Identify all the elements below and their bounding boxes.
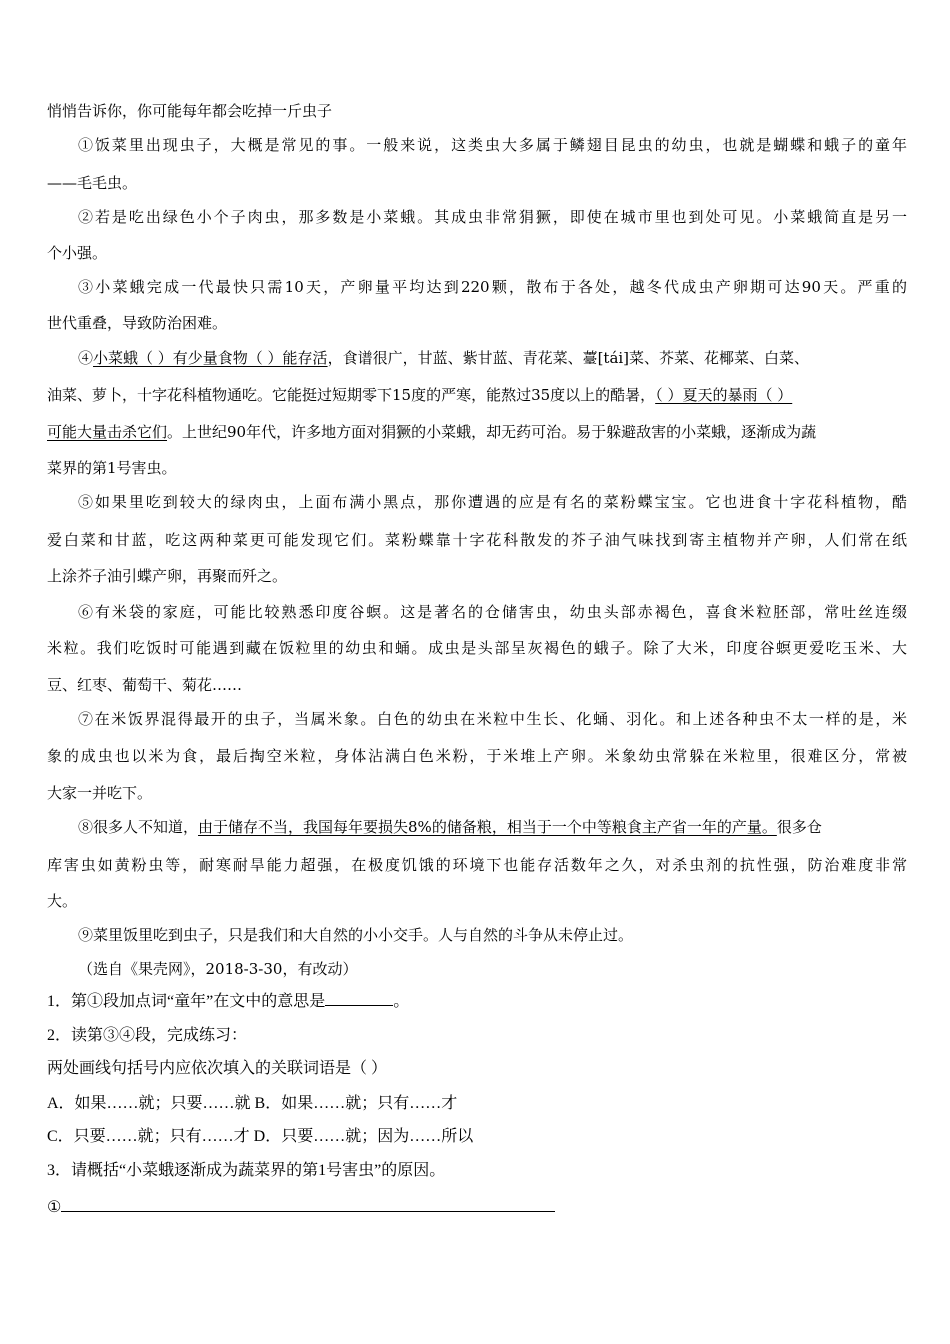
question-1-text: 1．第①段加点词“童年”在文中的意思是 [47,993,326,1010]
paragraph-3-line-1: ③小菜蛾完成一代最快只需10天，产卵量平均达到220颗，散布于各处，越冬代成虫产卵期可达90天。严重的 [78,278,907,296]
paragraph-8-line-1-end: 很多仓 [776,818,822,836]
paragraph-3-line-2: 世代重叠，导致防治困难。 [47,314,228,332]
question-1-end: 。 [393,993,410,1010]
underlined-sentence-2-part-2: 可能大量击杀它们 [47,423,168,441]
question-2-options-ab: A．如果……就；只要……就 B．如果……就；只有……才 [47,1095,458,1112]
paragraph-5-line-3: 上涂芥子油引蝶产卵，再聚而歼之。 [47,567,288,585]
paragraph-4-line-1 [78,348,907,368]
paragraph-4-line-2 [47,385,907,405]
underlined-sentence-1: 小菜蛾（ ）有少量食物（ ）能存活 [93,349,328,367]
question-2-options-cd: C．只要……就；只有……才 D．只要……就；因为……所以 [47,1128,474,1145]
paragraph-4-line-2-text: 油菜、萝卜，十字花科植物通吃。它能挺过短期零下15度的严寒，能熬过35度以上的酷暑， [47,386,656,404]
paragraph-4-number: ④ [78,349,94,367]
article-title: 悄悄告诉你，你可能每年都会吃掉一斤虫子 [47,102,333,120]
paragraph-7-line-2: 象的成虫也以米为食，最后掏空米粒，身体沾满白色米粉，于米堆上产卵。米象幼虫常躲在米粒里，很难区分，常被 [47,747,907,765]
paragraph-4-line-4: 菜界的第1号害虫。 [47,459,177,477]
paragraph-2-line-2: 个小强。 [47,244,108,262]
paragraph-7-line-3: 大家一并吃下。 [47,784,153,802]
paragraph-8-line-2: 库害虫如黄粉虫等，耐寒耐旱能力超强，在极度饥饿的环境下也能存活数年之久，对杀虫剂的抗性强，防治难度非常 [47,856,907,874]
question-2-prompt: 两处画线句括号内应依次填入的关联词语是（ ） [47,1060,388,1077]
paragraph-6-line-2: 米粒。我们吃饭时可能遇到藏在饭粒里的幼虫和蛹。成虫是头部呈灰褐色的蛾子。除了大米，印度谷螟更爱吃玉米、大 [47,639,907,657]
paragraph-5-line-2: 爱白菜和甘蓝，吃这两种菜更可能发现它们。菜粉蝶靠十字花科散发的芥子油气味找到寄主植物并产卵，人们常在纸 [47,531,907,549]
paragraph-1-line-2: ——毛毛虫。 [47,174,138,192]
question-3-answer-blank[interactable] [61,1195,555,1212]
paragraph-5-line-1: ⑤如果里吃到较大的绿肉虫，上面布满小黑点，那你遭遇的应是有名的菜粉蝶宝宝。它也进食十字花科植物，酷 [78,493,907,511]
paragraph-8-line-3: 大。 [47,892,78,910]
answer-marker: ① [47,1199,62,1216]
paragraph-6-line-1: ⑥有米袋的家庭，可能比较熟悉印度谷螟。这是著名的仓储害虫，幼虫头部赤褐色，喜食米粒胚部，常吐丝连缀 [78,603,907,621]
question-3-answer-line [47,1195,907,1218]
paragraph-4-line-3 [47,422,907,442]
paragraph-4-line-1-rest: ，食谱很广，甘蓝、紫甘蓝、青花菜、薹[tái]菜、芥菜、花椰菜、白菜、 [327,349,810,367]
underlined-sentence-3: 由于储存不当，我国每年要损失8%的储备粮，相当于一个中等粮食主产省一年的产量。 [198,818,777,836]
paragraph-6-line-3: 豆、红枣、葡萄干、菊花…… [47,676,243,694]
paragraph-1-line-1: ①饭菜里出现虫子，大概是常见的事。一般来说，这类虫大多属于鳞翅目昆虫的幼虫，也就是蝴蝶和蛾子的童年 [78,136,907,154]
question-1-answer-blank[interactable] [325,991,393,1006]
paragraph-8-line-1 [78,817,907,837]
article-source: （选自《果壳网》，2018-3-30，有改动） [78,960,358,978]
paragraph-8-line-1-start: ⑧很多人不知道， [78,818,199,836]
question-1 [47,991,907,1012]
paragraph-4-line-3-rest: 。上世纪90年代，许多地方面对狷獗的小菜蛾，却无药可治。易于躲避敌害的小菜蛾，逐渐成为蔬 [167,423,817,441]
paragraph-9: ⑨菜里饭里吃到虫子，只是我们和大自然的小小交手。人与自然的斗争从未停止过。 [78,926,634,944]
paragraph-2-line-1: ②若是吃出绿色小个子肉虫，那多数是小菜蛾。其成虫非常狷獗，即使在城市里也到处可见。小菜蛾简直是另一 [78,208,907,226]
underlined-sentence-2-part-1: （ ）夏天的暴雨（ ） [655,386,793,404]
question-3: 3．请概括“小菜蛾逐渐成为蔬菜界的第1号害虫”的原因。 [47,1162,446,1179]
question-2: 2．读第③④段，完成练习： [47,1027,248,1044]
paragraph-7-line-1: ⑦在米饭界混得最开的虫子，当属米象。白色的幼虫在米粒中生长、化蛹、羽化。和上述各种虫不太一样的是，米 [78,710,907,728]
